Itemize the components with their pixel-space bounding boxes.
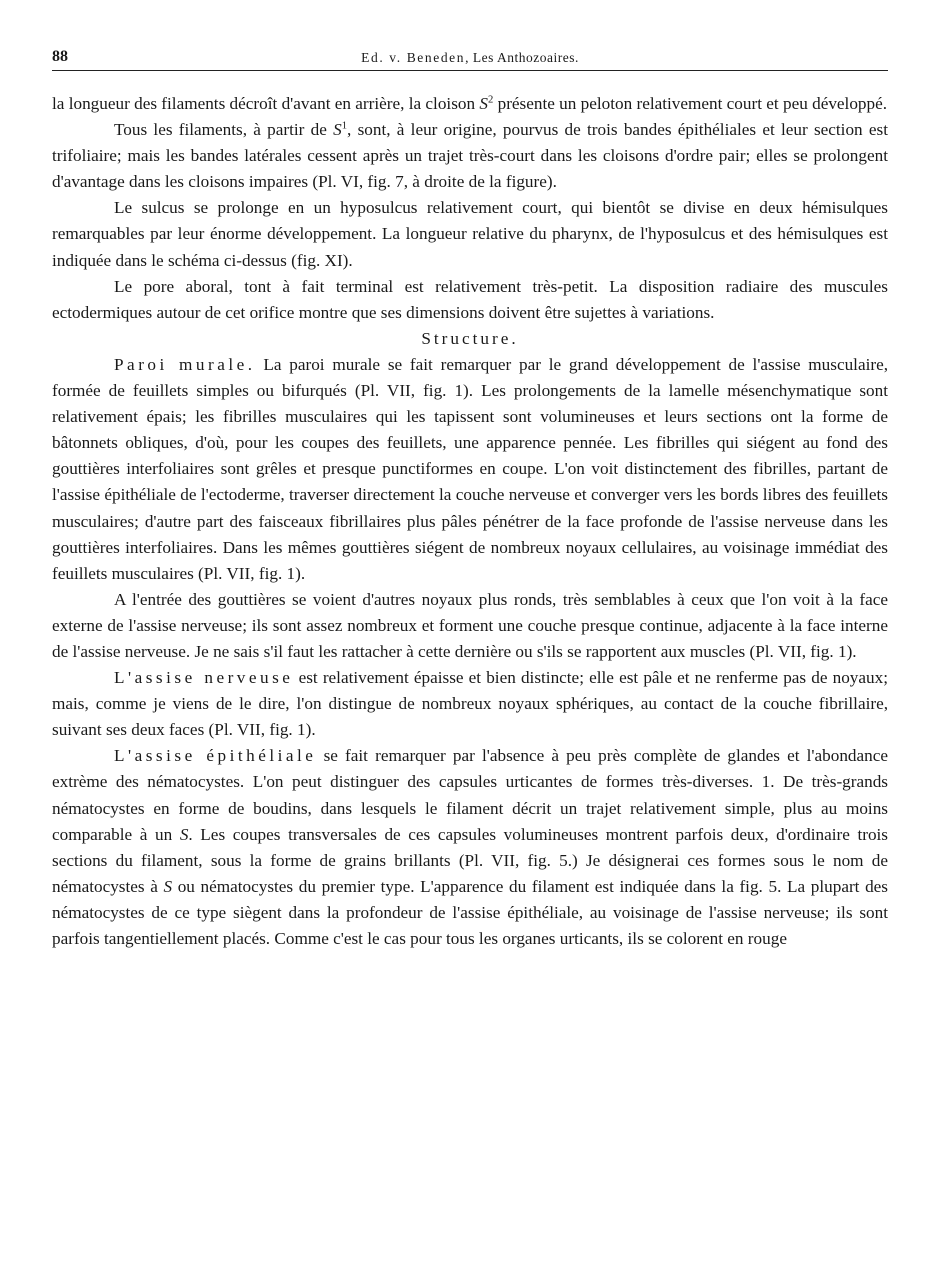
cloison-symbol: S [479, 94, 488, 113]
s-symbol: S [179, 824, 189, 844]
text-run: ou nématocystes du premier type. L'apparence du filament est indiquée dans la fig. 5. La plupart des nématocystes de ce type siègent dans la profondeur de l'assise épithéliale, au voisinage de l'assise nerveuse; ils sont parfois tangentiellement placés. Comme c'est le cas pour tous les organes urticants, ils se colorent en rouge [52, 876, 888, 948]
body-text [52, 91, 888, 952]
superscript: 2 [487, 94, 494, 106]
spaced-term: Paroi murale. [114, 354, 256, 374]
author-name: Ed. v. Beneden [361, 50, 466, 65]
text-run: est relativement épaisse et bien distincte; elle est pâle et ne renferme pas de noyaux; mais, comme je viens de le dire, l'on distingue de nombreux noyaux sphériques, au contact de la couche fibrillaire, suivant ses deux faces (Pl. VII, fig. 1). [52, 668, 888, 740]
text-run: présente un peloton relativement court et peu développé. [493, 94, 888, 113]
text-run: Tous les filaments, à partir de [114, 120, 334, 140]
paragraph-continuation [52, 91, 888, 117]
superscript: 1 [341, 120, 348, 132]
paragraph: A l'entrée des gouttières se voient d'autres noyaux plus ronds, très semblables à ceux que l'on voit à la face externe de l'assise nerveuse; ils sont assez nombreux et forment une couche presque continue, adjacente à la face interne de l'assise nerveuse. Je ne sais s'il faut les rattacher à cette dernière ou s'ils se rapportent aux muscles (Pl. VII, fig. 1). [52, 589, 888, 661]
paragraph [52, 117, 888, 195]
paragraph: Le pore aboral, tont à fait terminal est relativement très-petit. La disposition radiaire des muscules ectodermiques autour de cet orifice montre que ses dimensions doivent être sujettes à variations. [52, 276, 888, 322]
paragraph [52, 352, 888, 587]
running-title [52, 50, 888, 66]
text-run: La paroi murale se fait remarquer par le grand développement de l'assise musculaire, formée de feuillets simples ou bifurqués (Pl. VII, fig. 1). Les prolongements de la lamelle mésenchymatique sont relativement épais; les fibrilles musculaires qui les tapissent sont volumineuses et leurs sections ont la forme de bâtonnets obliques, d'où, pour les coupes des feuillets, une apparence pennée. Les fibrilles qui siégent au fond des gouttières interfoliaires sont grêles et presque punctiformes en coupe. L'on voit distinctement des fibrilles, partant de l'assise épithéliale de l'ectoderme, traverser directement la couche nerveuse et converger vers les bords libres des feuillets musculaires; d'autre part des faisceaux fibrillaires plus pâles pénétrer de la face profonde de l'assise nerveuse dans les gouttières interfoliaires. Dans les mêmes gouttières siégent de nombreux noyaux cellulaires, au voisinage immédiat des feuillets musculaires (Pl. VII, fig. 1). [52, 354, 889, 583]
running-head [52, 44, 888, 71]
section-heading: Structure. [421, 328, 519, 348]
page [52, 44, 888, 952]
book-title: , Les Anthozoaires. [465, 50, 579, 65]
paragraph [52, 665, 888, 743]
cloison-symbol: S [333, 120, 342, 140]
text-run: , sont, à leur origine, pourvus de trois bandes épithéliales et leur section est trifoliaire; mais les bandes latérales cessent après un trajet très-court dans les cloisons d'ordre pair; elles se prolongent d'avantage dans les cloisons impaires (Pl. VI, fig. 7, à droite de la figure). [52, 120, 888, 192]
spaced-term: L'assise nerveuse [114, 668, 294, 688]
text-run: se fait remarquer par l'absence à peu près complète de glandes et l'abondance extrème des nématocystes. L'on peut distinguer des capsules urticantes de formes très-diverses. 1. De très-grands nématocystes en forme de boudins, dans lesquels le filament décrit un trajet relativement simple, plus au moins comparable à un [52, 746, 888, 844]
page-number: 88 [52, 48, 68, 65]
text-run: la longueur des filaments décroît d'avant en arrière, la cloison [52, 94, 480, 113]
paragraph: Le sulcus se prolonge en un hyposulcus relativement court, qui bientôt se divise en deux hémisulques remarquables par leur énorme développement. La longueur relative du pharynx, de l'hyposulcus et des hémisulques est indiquée dans le schéma ci-dessus (fig. XI). [52, 198, 888, 270]
paragraph [52, 743, 888, 952]
s-symbol: S [163, 876, 173, 896]
spaced-term: L'assise épithéliale [114, 746, 317, 766]
text-run: . Les coupes transversales de ces capsules volumineuses montrent parfois deux, d'ordinaire trois sections du filament, sous la forme de grains brillants (Pl. VII, fig. 5.) Je désignerai ces formes sous le nom de nématocystes à [52, 824, 888, 896]
